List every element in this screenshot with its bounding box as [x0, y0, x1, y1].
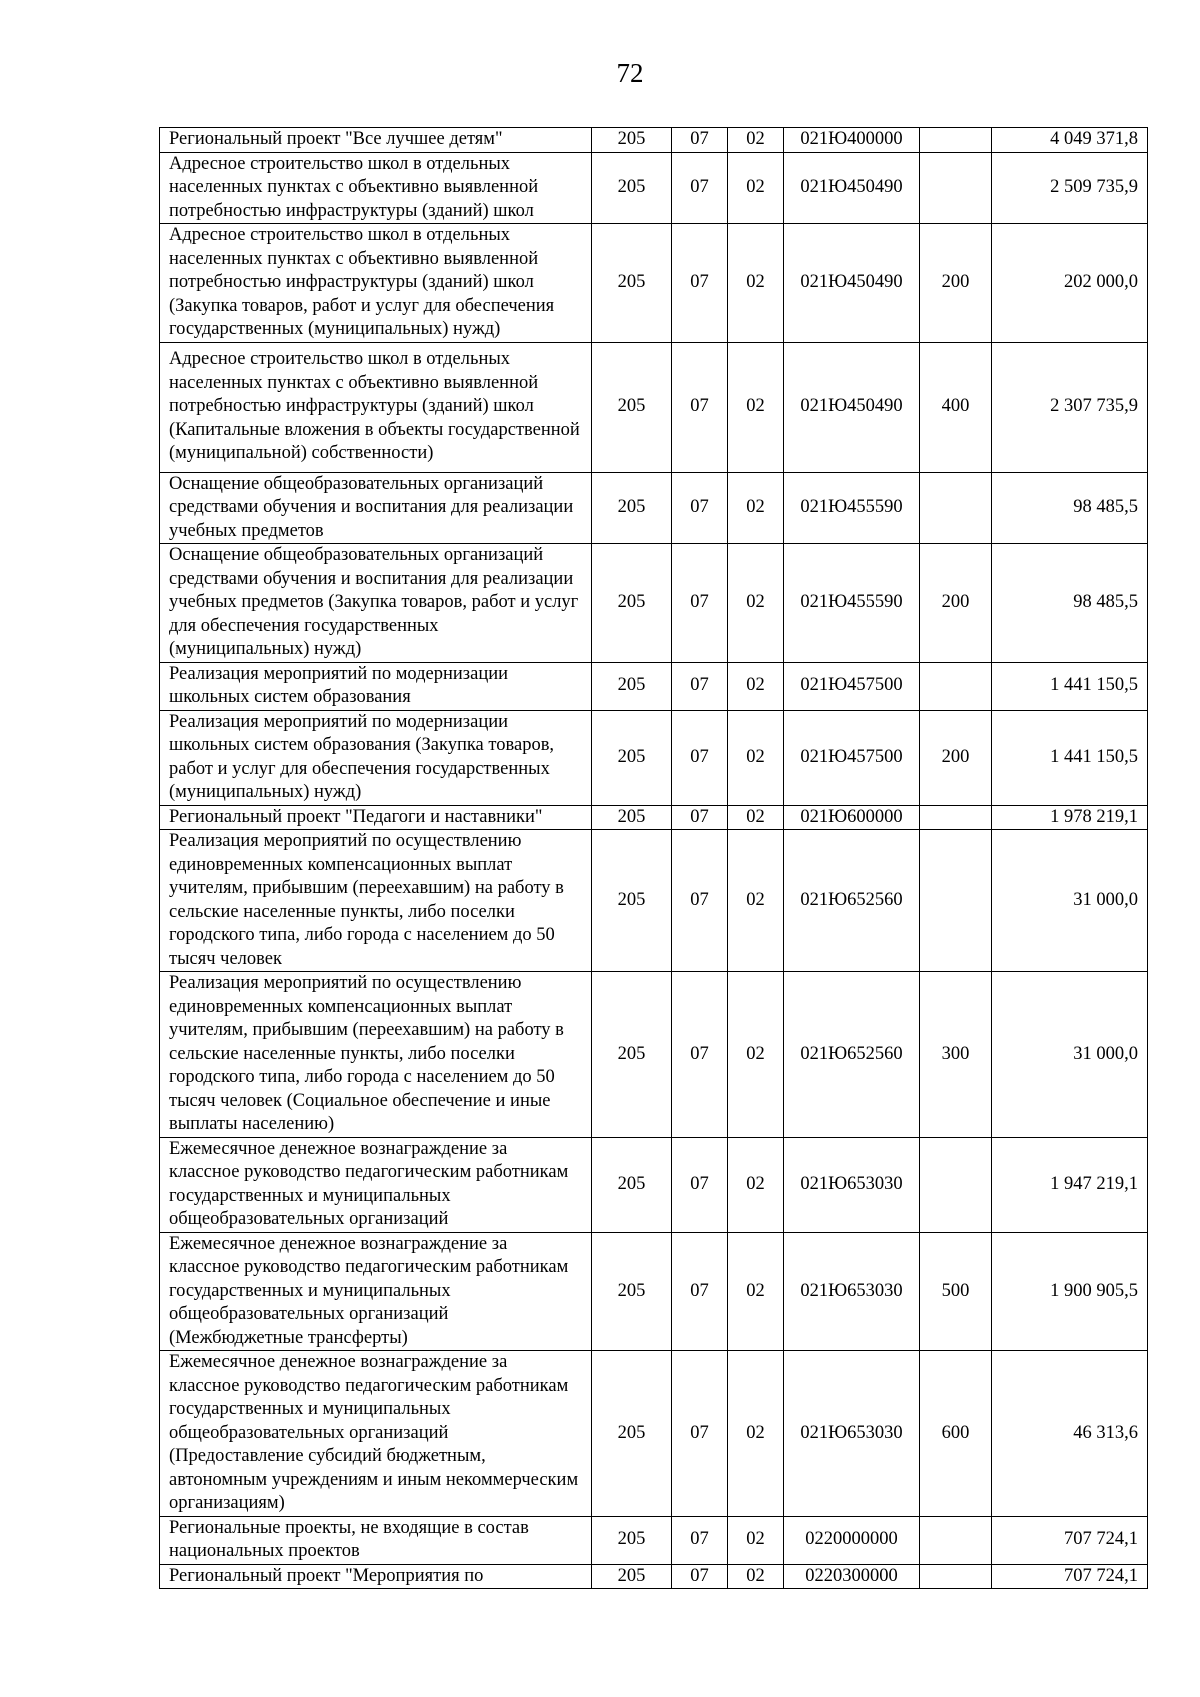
row-name: Реализация мероприятий по модернизации школьных систем образования	[160, 662, 592, 710]
row-subsection: 02	[728, 128, 784, 153]
table-row	[160, 1232, 1148, 1351]
row-target-item: 021Ю457500	[784, 662, 920, 710]
row-subsection: 02	[728, 342, 784, 472]
row-section: 07	[672, 544, 728, 663]
row-name: Ежемесячное денежное вознаграждение за классное руководство педагогическим работникам государственных и муниципальных общеобразовательных организаций	[160, 1137, 592, 1232]
row-amount: 1 978 219,1	[992, 805, 1148, 830]
row-section: 07	[672, 128, 728, 153]
row-section: 07	[672, 152, 728, 224]
row-expense-type	[920, 1137, 992, 1232]
row-amount: 1 947 219,1	[992, 1137, 1148, 1232]
row-name: Адресное строительство школ в отдельных населенных пунктах с объективно выявленной потребностью инфраструктуры (зданий) школ	[160, 152, 592, 224]
row-expense-type: 200	[920, 224, 992, 343]
row-admin-code: 205	[592, 1232, 672, 1351]
row-subsection: 02	[728, 1232, 784, 1351]
row-section: 07	[672, 1351, 728, 1517]
row-section: 07	[672, 1564, 728, 1589]
row-subsection: 02	[728, 830, 784, 972]
row-name: Региональные проекты, не входящие в состав национальных проектов	[160, 1516, 592, 1564]
row-subsection: 02	[728, 972, 784, 1138]
row-admin-code: 205	[592, 1564, 672, 1589]
row-expense-type: 200	[920, 710, 992, 805]
table-row	[160, 128, 1148, 153]
row-admin-code: 205	[592, 1137, 672, 1232]
table-row	[160, 342, 1148, 472]
row-expense-type: 500	[920, 1232, 992, 1351]
row-name: Региональный проект "Все лучшее детям"	[160, 128, 592, 153]
table-row	[160, 472, 1148, 544]
row-target-item: 021Ю653030	[784, 1232, 920, 1351]
row-admin-code: 205	[592, 710, 672, 805]
row-subsection: 02	[728, 152, 784, 224]
table-row	[160, 152, 1148, 224]
table-row	[160, 1137, 1148, 1232]
row-target-item: 0220000000	[784, 1516, 920, 1564]
row-subsection: 02	[728, 1351, 784, 1517]
row-admin-code: 205	[592, 224, 672, 343]
row-amount: 46 313,6	[992, 1351, 1148, 1517]
row-admin-code: 205	[592, 152, 672, 224]
table-row	[160, 1516, 1148, 1564]
row-admin-code: 205	[592, 472, 672, 544]
row-section: 07	[672, 342, 728, 472]
row-section: 07	[672, 1516, 728, 1564]
row-admin-code: 205	[592, 1516, 672, 1564]
row-name: Ежемесячное денежное вознаграждение за классное руководство педагогическим работникам государственных и муниципальных общеобразовательных организаций (Предоставление субсидий бюджетным, автономным учреждениям и иным некоммерческим организациям)	[160, 1351, 592, 1517]
table-row	[160, 1351, 1148, 1517]
row-admin-code: 205	[592, 662, 672, 710]
table-row	[160, 830, 1148, 972]
row-target-item: 021Ю450490	[784, 152, 920, 224]
page-number: 72	[616, 58, 644, 88]
row-section: 07	[672, 805, 728, 830]
row-target-item: 021Ю653030	[784, 1137, 920, 1232]
row-admin-code: 205	[592, 805, 672, 830]
row-expense-type: 200	[920, 544, 992, 663]
row-name: Адресное строительство школ в отдельных населенных пунктах с объективно выявленной потребностью инфраструктуры (зданий) школ (Капитальные вложения в объекты государственной (муниципальной) собственности)	[160, 342, 592, 472]
row-section: 07	[672, 224, 728, 343]
table-row	[160, 224, 1148, 343]
row-expense-type: 600	[920, 1351, 992, 1517]
row-amount: 707 724,1	[992, 1564, 1148, 1589]
row-subsection: 02	[728, 710, 784, 805]
row-section: 07	[672, 1137, 728, 1232]
table-row	[160, 710, 1148, 805]
row-target-item: 021Ю450490	[784, 224, 920, 343]
row-amount: 707 724,1	[992, 1516, 1148, 1564]
row-target-item: 021Ю652560	[784, 830, 920, 972]
row-expense-type	[920, 1564, 992, 1589]
budget-table	[159, 127, 1148, 1589]
row-name: Реализация мероприятий по осуществлению единовременных компенсационных выплат учителям, прибывшим (переехавшим) на работу в сельские населенные пункты, либо поселки городского типа, либо города с населением до 50 тысяч человек (Социальное обеспечение и иные выплаты населению)	[160, 972, 592, 1138]
row-section: 07	[672, 472, 728, 544]
row-section: 07	[672, 662, 728, 710]
row-amount: 202 000,0	[992, 224, 1148, 343]
row-name: Реализация мероприятий по модернизации школьных систем образования (Закупка товаров, работ и услуг для обеспечения государственных (муниципальных) нужд)	[160, 710, 592, 805]
table-row	[160, 1564, 1148, 1589]
row-admin-code: 205	[592, 830, 672, 972]
row-expense-type	[920, 1516, 992, 1564]
row-section: 07	[672, 1232, 728, 1351]
row-amount: 2 307 735,9	[992, 342, 1148, 472]
row-amount: 1 441 150,5	[992, 710, 1148, 805]
row-name: Оснащение общеобразовательных организаций средствами обучения и воспитания для реализации учебных предметов	[160, 472, 592, 544]
row-target-item: 021Ю457500	[784, 710, 920, 805]
row-expense-type	[920, 472, 992, 544]
row-subsection: 02	[728, 224, 784, 343]
row-expense-type	[920, 128, 992, 153]
row-expense-type	[920, 830, 992, 972]
row-amount: 98 485,5	[992, 544, 1148, 663]
table-row	[160, 972, 1148, 1138]
row-amount: 1 900 905,5	[992, 1232, 1148, 1351]
row-expense-type	[920, 662, 992, 710]
row-name: Ежемесячное денежное вознаграждение за классное руководство педагогическим работникам государственных и муниципальных общеобразовательных организаций (Межбюджетные трансферты)	[160, 1232, 592, 1351]
row-name: Региональный проект "Мероприятия по	[160, 1564, 592, 1589]
row-section: 07	[672, 830, 728, 972]
row-target-item: 021Ю455590	[784, 472, 920, 544]
table-row	[160, 544, 1148, 663]
table-row	[160, 805, 1148, 830]
row-subsection: 02	[728, 1516, 784, 1564]
table-row	[160, 662, 1148, 710]
row-name: Региональный проект "Педагоги и наставники"	[160, 805, 592, 830]
row-subsection: 02	[728, 805, 784, 830]
row-amount: 1 441 150,5	[992, 662, 1148, 710]
row-target-item: 021Ю652560	[784, 972, 920, 1138]
row-admin-code: 205	[592, 128, 672, 153]
row-subsection: 02	[728, 472, 784, 544]
row-name: Реализация мероприятий по осуществлению единовременных компенсационных выплат учителям, прибывшим (переехавшим) на работу в сельские населенные пункты, либо поселки городского типа, либо города с населением до 50 тысяч человек	[160, 830, 592, 972]
row-target-item: 021Ю455590	[784, 544, 920, 663]
row-amount: 98 485,5	[992, 472, 1148, 544]
row-admin-code: 205	[592, 972, 672, 1138]
row-name: Оснащение общеобразовательных организаций средствами обучения и воспитания для реализации учебных предметов (Закупка товаров, работ и услуг для обеспечения государственных (муниципальных) нужд)	[160, 544, 592, 663]
row-admin-code: 205	[592, 1351, 672, 1517]
row-target-item: 021Ю400000	[784, 128, 920, 153]
row-expense-type: 400	[920, 342, 992, 472]
row-expense-type	[920, 805, 992, 830]
row-subsection: 02	[728, 1564, 784, 1589]
row-admin-code: 205	[592, 544, 672, 663]
row-subsection: 02	[728, 1137, 784, 1232]
row-section: 07	[672, 972, 728, 1138]
row-amount: 31 000,0	[992, 972, 1148, 1138]
row-amount: 31 000,0	[992, 830, 1148, 972]
row-subsection: 02	[728, 662, 784, 710]
row-amount: 2 509 735,9	[992, 152, 1148, 224]
row-admin-code: 205	[592, 342, 672, 472]
row-target-item: 021Ю600000	[784, 805, 920, 830]
row-expense-type	[920, 152, 992, 224]
row-subsection: 02	[728, 544, 784, 663]
row-target-item: 021Ю450490	[784, 342, 920, 472]
row-amount: 4 049 371,8	[992, 128, 1148, 153]
table-body	[160, 128, 1148, 1589]
row-target-item: 021Ю653030	[784, 1351, 920, 1517]
row-target-item: 0220300000	[784, 1564, 920, 1589]
row-expense-type: 300	[920, 972, 992, 1138]
row-section: 07	[672, 710, 728, 805]
row-name: Адресное строительство школ в отдельных населенных пунктах с объективно выявленной потребностью инфраструктуры (зданий) школ (Закупка товаров, работ и услуг для обеспечения государственных (муниципальных) нужд)	[160, 224, 592, 343]
